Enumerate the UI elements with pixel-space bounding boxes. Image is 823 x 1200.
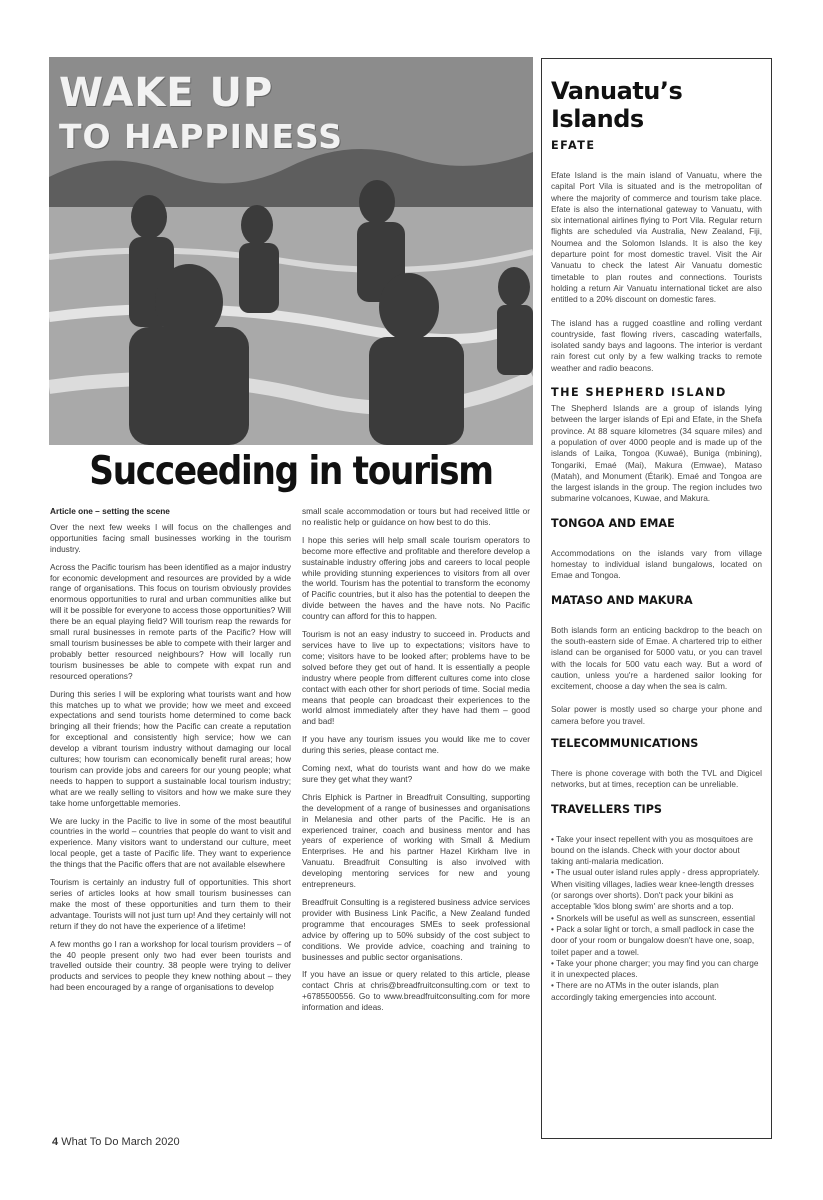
list-item: • The usual outer island rules apply - dress appropriately. When visiting villages, ladies wear knee-length dresses (or sarongs over shorts). Don't pack your bikini as acceptable 'klos blong swim' are shorts and a top. bbox=[551, 867, 760, 912]
vanuatu-islands-sidebar bbox=[541, 58, 772, 1139]
paragraph: During this series I will be exploring what tourists want and how this matches up to what we provide; how we meet and exceed expectations and send tourists home determined to come back bringing all their friends; how the Pacific can create a reputation for exceptional and consistently high service; how we can develop a vibrant tourism industry without damaging our local cultures; how tourism can economically benefit rural areas; how tourism can provide jobs and careers for our young people; what needs to happen to support a sustainable local tourism industry; what are we really selling to visitors and how we make sure they take home unforgettable memories. bbox=[50, 688, 291, 808]
section-heading-mataso: MATASO AND MAKURA bbox=[551, 593, 693, 607]
sidebar-title: Vanuatu’s Islands bbox=[551, 77, 683, 133]
issue-date: March 2020 bbox=[121, 1136, 180, 1148]
section-heading-tips: TRAVELLERS TIPS bbox=[551, 802, 662, 816]
paragraph: small scale accommodation or tours but had received little or no realistic help or guidance on how best to do this. bbox=[302, 506, 530, 527]
paragraph: I hope this series will help small scale tourism operators to become more effective and profitable and therefore develop a sustainable industry offering jobs and careers to local people while providing stunning experiences to visitors from all over the world. Tourism has the potential to transform the economy of Pacific countries, but it also has the potential to deepen the divide between the haves and the have nots. No Pacific country can afford for this to happen. bbox=[302, 534, 530, 622]
paragraph: Across the Pacific tourism has been identified as a major industry for economic development and resources are provided by a wide range of organisations. This focus on tourism obviously provides enormous opportunities to rural and urban communities alike but will it be possible for everyone to access those opportunities? Will there be an equal playing field? Will tourism reap the rewards for small rural businesses in remote parts of the Pacific? How will small tourism businesses be able to compete with their larger and probably better resourced neighbours? How will locally run tourism businesses be able to compete with expat run and resourced operations? bbox=[50, 561, 291, 681]
paragraph: Coming next, what do tourists want and how do we make sure they get what they want? bbox=[302, 763, 530, 784]
travellers-tips-list bbox=[551, 834, 762, 1003]
list-item: • There are no ATMs in the outer islands, plan accordingly taking emergencies into account. bbox=[551, 980, 719, 1002]
photo-caption-line1: WAKE UP bbox=[59, 70, 274, 116]
publication-name: What To Do bbox=[61, 1136, 119, 1148]
section-heading-efate: EFATE bbox=[551, 139, 596, 152]
article-headline: Succeeding in tourism bbox=[89, 449, 493, 494]
photo-caption bbox=[59, 71, 343, 159]
telecom-paragraph: There is phone coverage with both the TVL and Digicel networks, but at times, reception can be unreliable. bbox=[551, 767, 762, 790]
article-column-middle bbox=[302, 506, 530, 1020]
mataso-paragraph: Solar power is mostly used so charge your phone and camera before you travel. bbox=[551, 704, 762, 726]
page-footer bbox=[52, 1136, 180, 1148]
shepherd-paragraph: The Shepherd Islands are a group of islands lying between the larger islands of Epi and Efate, in the Shefa province. At 88 square kilometres (34 square miles) and a population of over 4000 people and is made up of the islands of Laika, Tongoa (Kuwaé), Buniga (mbining), Tongariki, Emaé (Mai), Makura (Emwae), Mataso (Matah), and Monument (Étarik). Emaé and Tongoa are the largest islands in the group. The region includes two submarine volcanoes, Kuwae, and Makura. bbox=[551, 403, 762, 504]
efate-paragraph: Efate Island is the main island of Vanuatu, where the capital Port Vila is situated and is the metropolitan of where the majority of commerce and tourism take place. Efate is also the international gateway to Vanuatu, with six international airlines flying to Port Vila. Regular return flights are scheduled via Australia, New Zealand, Fiji, Noumea and the Solomon Islands. It is also the key departure point for most domestic travel. Visit the Air Vanuatu to check the latest Air Vanuatu domestic timetable to plan routes and connections. Tourists holding a return Air Vanuatu international ticket are also entitled to a 20% discount on domestic fares. bbox=[551, 170, 762, 305]
paragraph: A few months go I ran a workshop for local tourism providers – of the 40 people present only two had ever been tourists and travelled outside their country. 38 people were trying to deliver products and services to people they knew nothing about – they had been encouraged by a range of organisations to develop bbox=[50, 938, 291, 993]
section-heading-tongoa: TONGOA AND EMAE bbox=[551, 516, 675, 530]
efate-paragraph: The island has a rugged coastline and rolling verdant countryside, fast flowing rivers, cascading waterfalls, isolated sandy bays and lagoons. The interior is verdant rain forest cut only by a few walking tracks to remote weather and radio beacons. bbox=[551, 317, 762, 373]
paragraph: Over the next few weeks I will focus on the challenges and opportunities facing small businesses working in the tourism industry. bbox=[50, 521, 291, 554]
section-heading-shepherd: THE SHEPHERD ISLAND bbox=[551, 386, 727, 400]
page-number: 4 bbox=[52, 1136, 59, 1148]
paragraph: Tourism is not an easy industry to succeed in. Products and services have to live up to expectations; visitors have to come; visitors have to be looked after; problems have to be solved before they get out of hand. It is essentially a people industry where people from different cultures come into close contact with each other for short periods of time. Social media means that people can broadcast their experiences to the world almost immediately after they have had them – good and bad! bbox=[302, 629, 530, 727]
tongoa-paragraph: Accommodations on the islands vary from village homestay to individual island bungalows, located on Emae and Tongoa. bbox=[551, 547, 762, 581]
list-item: • Pack a solar light or torch, a small padlock in case the door of your room or bungalow doesn't have one, soap, toilet paper and a towel. bbox=[551, 923, 755, 957]
paragraph: If you have any tourism issues you would like me to cover during this series, please contact me. bbox=[302, 734, 530, 756]
paragraph: If you have an issue or query related to this article, please contact Chris at chris@breadfruitconsulting.com or text to +6785500556. Go to www.breadfruitconsulting.com for more information and ideas. bbox=[302, 969, 530, 1013]
list-item: • Take your insect repellent with you as mosquitoes are bound on the islands. Check with your doctor about taking anti-malaria medication. bbox=[551, 833, 753, 867]
mataso-paragraph: Both islands form an enticing backdrop to the beach on the south-eastern side of Emae. A chartered trip to either island can be organised for 5000 vatu, or you can travel with the locals for 500 vatu each way. But a word of caution, unless you're a hardened sailor looking for excitement, choose a day when the sea is calm. bbox=[551, 624, 762, 692]
paragraph: Breadfruit Consulting is a registered business advice services provider with Business Link Pacific, a New Zealand funded programme that encourages SMEs to seek professional advice by offering up to 50% subsidy of the cost subject to conditions. We provide advice, coaching and training to businesses and public sector organisations. bbox=[302, 897, 530, 962]
article-column-left bbox=[50, 506, 291, 1000]
photo-caption-line2: TO HAPPINESS bbox=[59, 117, 344, 156]
paragraph: Tourism is certainly an industry full of opportunities. This short series of articles looks at how small tourism businesses can make the most of these opportunities and turn them to their advantage. Tourists will not just turn up! And they certainly will not return if they do not have the experience of a lifetime! bbox=[50, 877, 291, 931]
hero-photo bbox=[49, 57, 533, 445]
list-item: • Take your phone charger; you may find you can charge it in unexpected places. bbox=[551, 957, 759, 980]
list-item: • Snorkels will be useful as well as sunscreen, essential bbox=[551, 912, 755, 923]
article-kicker: Article one – setting the scene bbox=[50, 506, 170, 516]
paragraph: Chris Elphick is Partner in Breadfruit Consulting, supporting the development of a range of businesses and organisations in Melanesia and other parts of the Pacific. He is an experienced trainer, coach and business mentor and has years of experience of working with Small & Medium Enterprises. He and his partner Hazel Kirkham live in Vanuatu. Breadfruit Consulting is also involved with developing mentoring services for new and young entrepreneurs. bbox=[302, 791, 530, 890]
section-heading-telecom: TELECOMMUNICATIONS bbox=[551, 736, 699, 750]
paragraph: We are lucky in the Pacific to live in some of the most beautiful countries in the world – countries that people do want to visit and experience. Many visitors want to understand our culture, meet local people, get a taste of Pacific life. They want to experience the things that the Pacific offers that are not available elsewhere bbox=[50, 815, 291, 870]
